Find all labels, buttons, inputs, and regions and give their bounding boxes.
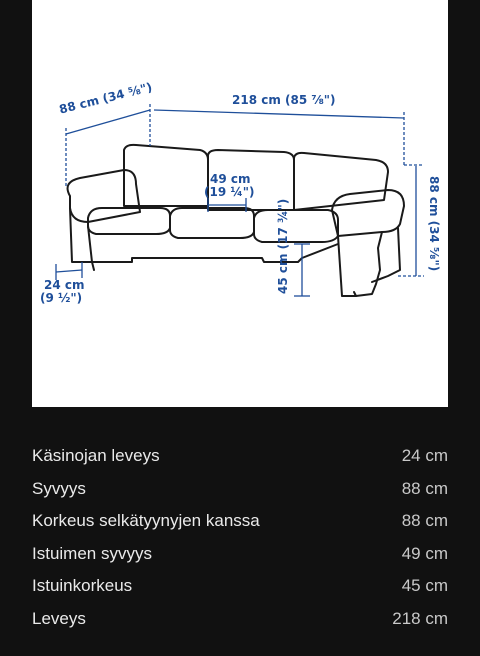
seat-height-label: 45 cm (17 ¾"): [276, 198, 290, 294]
spec-value: 45 cm: [401, 576, 448, 596]
dimension-specs-list: [32, 440, 448, 635]
seat-cushion-left: [88, 208, 170, 234]
spec-row-seat-height: [32, 570, 448, 603]
width-label: 218 cm (85 ⅞"): [232, 93, 336, 107]
right-side: [372, 228, 400, 282]
depth-label: 88 cm (34 ⅝"): [57, 79, 154, 117]
seat-depth-cm-label: 49 cm: [210, 172, 251, 186]
seat-depth-in-label: (19 ¼"): [204, 185, 255, 199]
seat-cushion-middle: [170, 208, 254, 238]
spec-row-seat-depth: [32, 538, 448, 571]
spec-label: Korkeus selkätyynyjen kanssa: [32, 511, 260, 531]
spec-label: Käsinojan leveys: [32, 446, 160, 466]
back-cushion-right: [294, 153, 388, 210]
spec-label: Istuinkorkeus: [32, 576, 133, 596]
spec-row-height: [32, 505, 448, 538]
spec-label: Syvyys: [32, 478, 86, 498]
sofa-drawing: [32, 0, 448, 407]
seat-cushion-right: [254, 210, 338, 242]
spec-value: 24 cm: [401, 446, 448, 466]
right-arm: [332, 190, 404, 236]
height-label: 88 cm (34 ⅝"): [427, 176, 441, 272]
spec-row-width: [32, 603, 448, 636]
spec-value: 88 cm: [401, 478, 448, 498]
spec-row-arm-width: [32, 440, 448, 473]
arm-width-in-label: (9 ½"): [40, 291, 83, 305]
right-arm-skirt: [338, 232, 382, 296]
left-arm: [68, 170, 140, 222]
legs: [92, 262, 356, 296]
spec-label: Leveys: [32, 608, 86, 628]
spec-value: 88 cm: [401, 511, 448, 531]
back-cushion-left: [124, 145, 208, 206]
spec-row-depth: [32, 473, 448, 506]
sofa-dimension-diagram: [32, 0, 448, 407]
spec-value: 218 cm: [392, 608, 448, 628]
spec-value: 49 cm: [401, 543, 448, 563]
spec-label: Istuimen syvyys: [32, 543, 152, 563]
arm-width-cm-label: 24 cm: [44, 278, 85, 292]
